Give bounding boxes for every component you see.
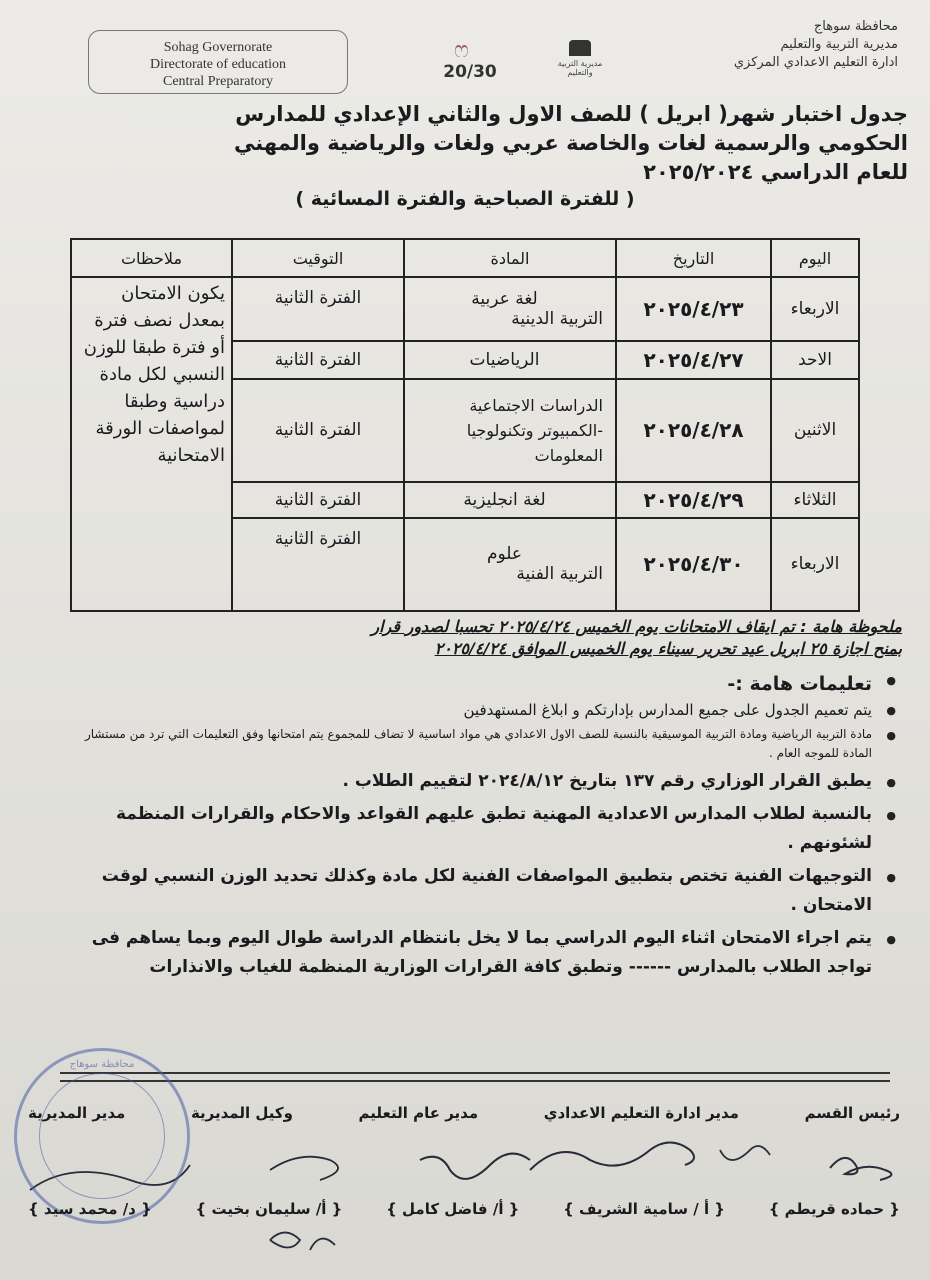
subject-line: -الكمبيوتر وتكنولوجيا bbox=[466, 420, 603, 440]
signatory-title: وكيل المديرية bbox=[190, 1104, 293, 1122]
header-line-governorate: Sohag Governorate bbox=[163, 40, 273, 55]
subject-line: لغة عربية bbox=[471, 289, 538, 310]
cell-date: ٢٠٢٥/٤/٢٩ bbox=[616, 482, 771, 517]
col-header-timing: التوقيت bbox=[232, 239, 404, 277]
instruction-item: ● التوجيهات الفنية تختص بتطبيق المواصفات الفنية لكل مادة وكذلك تحديد الوزن النسبي لوقت الامتحان . bbox=[60, 862, 898, 920]
signature-names bbox=[28, 1200, 900, 1218]
signatory-name: { أ/ فاضل كامل } bbox=[386, 1200, 520, 1218]
document-subtitle: ( للفترة الصباحية والفترة المسائية ) bbox=[295, 188, 635, 210]
official-stamp bbox=[14, 1048, 190, 1224]
cell-timing: الفترة الثانية bbox=[232, 277, 404, 341]
header-line-directorate: Directorate of education bbox=[149, 57, 287, 72]
cell-day: الاربعاء bbox=[771, 277, 859, 341]
signatory-name: { د/ محمد سيد } bbox=[28, 1200, 152, 1218]
subject-line: التربية الفنية bbox=[516, 564, 603, 585]
header-department: ادارة التعليم الاعدادي المركزي bbox=[733, 55, 898, 70]
signatory-name: { أ/ سليمان بخيت } bbox=[195, 1200, 343, 1218]
signatory-title: مدير ادارة التعليم الاعدادي bbox=[543, 1104, 739, 1122]
stamp-text: محافظة سوهاج bbox=[69, 1059, 135, 1070]
cell-day: الثلاثاء bbox=[771, 482, 859, 517]
signatory-name: { حماده قريطم } bbox=[768, 1200, 900, 1218]
title-line-1: جدول اختبار شهر( ابريل ) للصف الاول والثاني الإعدادي للمدارس bbox=[235, 102, 908, 126]
cell-notes: يكون الامتحان بمعدل نصف فترة أو فترة طبقا للوزن النسبي لكل مادة دراسية وطبقا لمواصفات الورقة الامتحانية bbox=[71, 277, 232, 611]
cell-day: الاثنين bbox=[771, 379, 859, 483]
subject-line: علوم bbox=[486, 544, 523, 565]
col-header-date: التاريخ bbox=[616, 239, 771, 277]
header-directorate: مديرية التربية والتعليم bbox=[780, 37, 898, 52]
vision-logo-text: 20/30 bbox=[443, 62, 497, 82]
cell-date: ٢٠٢٥/٤/٣٠ bbox=[616, 518, 771, 611]
signatory-name: { أ / سامية الشريف } bbox=[563, 1200, 725, 1218]
ministry-logo-text: مديرية التربية والتعليم bbox=[557, 59, 603, 77]
header-governorate: محافظة سوهاج bbox=[813, 19, 898, 34]
instruction-item: ● مادة التربية الرياضية ومادة التربية الموسيقية بالنسبة للصف الاول الاعدادي هي مواد اساسية لا تضاف للمجموع يتم امتحانها وفق التعليمات التي ترد من مستشار المادة للموجه العام . bbox=[60, 725, 898, 763]
cell-date: ٢٠٢٥/٤/٢٧ bbox=[616, 341, 771, 378]
instructions-heading: ● تعليمات هامة :- bbox=[60, 673, 898, 695]
instruction-item: ● بالنسبة لطلاب المدارس الاعدادية المهنية تطبق عليهم القواعد والاحكام والقرارات المنظمة لشئونهم . bbox=[60, 800, 898, 858]
cell-timing: الفترة الثانية bbox=[232, 482, 404, 517]
cell-timing: الفترة الثانية bbox=[232, 518, 404, 611]
instruction-item: ● يتم اجراء الامتحان اثناء اليوم الدراسي بما لا يخل بانتظام الدراسة طوال اليوم وبما يساهم فى تواجد الطلاب بالمدارس ------ وتطبق كافة القرارات الوزارية المنظمة للغياب والانذارات bbox=[60, 924, 898, 982]
instruction-item: ● يطبق القرار الوزاري رقم ١٣٧ بتاريخ ٢٠٢٤/٨/١٢ لتقييم الطلاب . bbox=[60, 767, 898, 796]
cell-timing: الفترة الثانية bbox=[232, 341, 404, 378]
instruction-item: ● يتم تعميم الجدول على جميع المدارس بإدارتكم و ابلاغ المستهدفين bbox=[60, 699, 898, 721]
col-header-subject: المادة bbox=[404, 239, 616, 277]
signatory-title: رئيس القسم bbox=[804, 1104, 900, 1122]
header-line-central: Central Preparatory bbox=[162, 74, 273, 89]
subject-line: الدراسات الاجتماعية bbox=[469, 395, 603, 415]
subject-line: التربية الدينية bbox=[511, 309, 603, 330]
cell-timing: الفترة الثانية bbox=[232, 379, 404, 483]
title-line-3: للعام الدراسي ٢٠٢٥/٢٠٢٤ bbox=[643, 160, 908, 184]
important-note-line-2: بمنح اجازة ٢٥ ابريل عيد تحرير سيناء يوم الخميس الموافق ٢٠٢٥/٤/٢٤ bbox=[434, 639, 902, 658]
subject-line: لغة انجليزية bbox=[463, 489, 546, 510]
subject-line: المعلومات bbox=[534, 445, 603, 465]
cell-day: الاربعاء bbox=[771, 518, 859, 611]
subject-line: الرياضيات bbox=[469, 349, 540, 370]
signatory-title: مدير عام التعليم bbox=[358, 1104, 479, 1122]
col-header-day: اليوم bbox=[771, 239, 859, 277]
important-note-line-1: ملحوظة هامة : تم ايقاف الامتحانات يوم الخميس ٢٠٢٥/٤/٢٤ تحسبا لصدور قرار bbox=[371, 617, 902, 636]
cell-date: ٢٠٢٥/٤/٢٣ bbox=[616, 277, 771, 341]
col-header-notes: ملاحظات bbox=[71, 239, 232, 277]
stamp-inner-ring bbox=[39, 1073, 165, 1199]
signatory-title: مدير المديرية bbox=[28, 1104, 126, 1122]
cell-day: الاحد bbox=[771, 341, 859, 378]
vision-swirl-icon: ෆ bbox=[454, 38, 469, 63]
title-line-2: الحكومي والرسمية لغات والخاصة عربي ولغات والرياضية والمهني bbox=[234, 131, 908, 155]
cell-date: ٢٠٢٥/٤/٢٨ bbox=[616, 379, 771, 483]
